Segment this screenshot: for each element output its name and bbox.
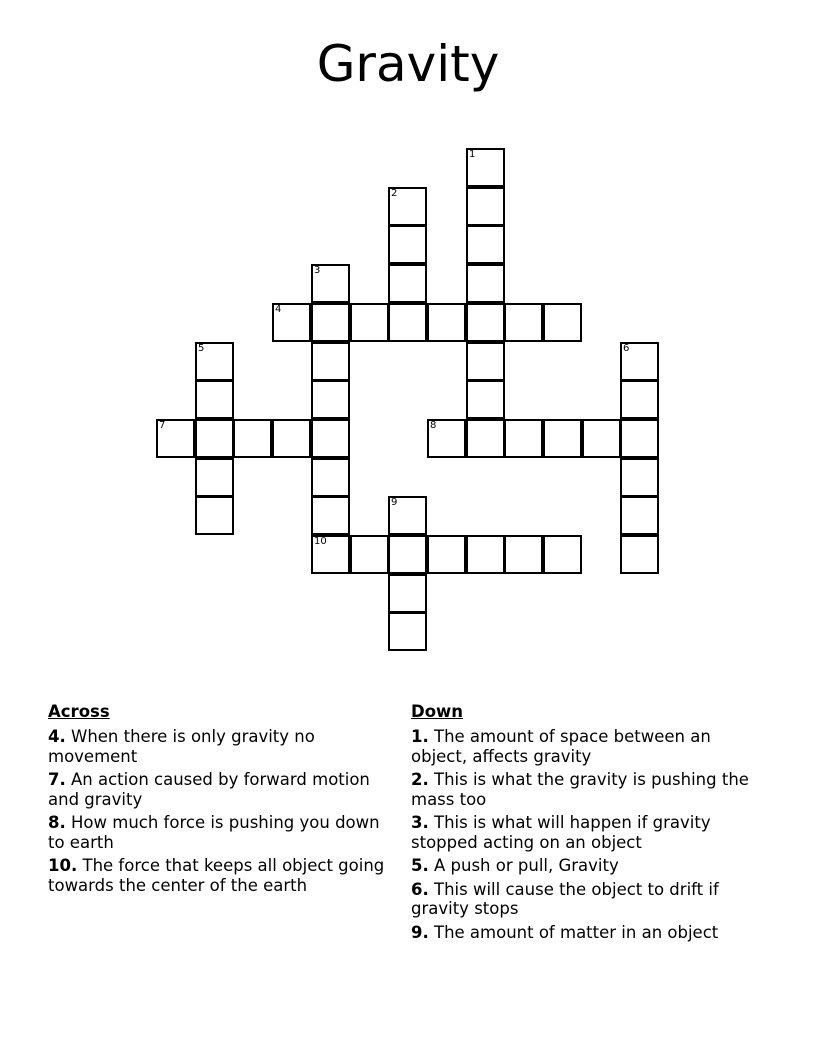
- clue-text: How much force is pushing you down to earth: [48, 813, 380, 852]
- grid-cell[interactable]: [466, 419, 505, 458]
- grid-cell[interactable]: [504, 303, 543, 342]
- puzzle-title: Gravity: [316, 35, 500, 93]
- grid-cell[interactable]: [427, 535, 466, 574]
- grid-cell[interactable]: [156, 419, 195, 458]
- down-clues: [411, 702, 756, 946]
- grid-cell[interactable]: [311, 496, 350, 535]
- clue-number: 4.: [48, 727, 66, 746]
- grid-cell[interactable]: [466, 264, 505, 303]
- cell-number: 8: [430, 420, 437, 431]
- grid-cell[interactable]: [388, 612, 427, 651]
- clue-across-10: [48, 856, 393, 895]
- grid-cell[interactable]: [620, 419, 659, 458]
- grid-cell[interactable]: [388, 496, 427, 535]
- across-clues: [48, 702, 393, 899]
- grid-cell[interactable]: [620, 380, 659, 419]
- grid-cell[interactable]: [543, 419, 582, 458]
- clue-number: 2.: [411, 770, 429, 789]
- grid-cell[interactable]: [466, 342, 505, 381]
- cell-number: 7: [159, 420, 166, 431]
- grid-cell[interactable]: [543, 535, 582, 574]
- clue-down-1: [411, 727, 756, 766]
- grid-cell[interactable]: [504, 419, 543, 458]
- across-heading: Across: [48, 702, 110, 721]
- cell-number: 9: [391, 497, 398, 508]
- grid-cell[interactable]: [504, 535, 543, 574]
- clue-number: 9.: [411, 922, 429, 942]
- clue-number: 3.: [411, 813, 429, 832]
- clue-text: This is what the gravity is pushing the mass too: [411, 770, 749, 809]
- grid-cell[interactable]: [195, 458, 234, 497]
- clue-number: 5.: [411, 856, 429, 875]
- grid-cell[interactable]: [543, 303, 582, 342]
- clue-across-7: [48, 770, 393, 809]
- cell-number: 6: [623, 343, 630, 354]
- clue-text: A push or pull, Gravity: [434, 856, 619, 875]
- clue-number: 10.: [48, 856, 78, 875]
- grid-cell[interactable]: [388, 303, 427, 342]
- clue-down-6: [411, 880, 756, 919]
- grid-cell[interactable]: [620, 342, 659, 381]
- grid-cell[interactable]: [350, 535, 389, 574]
- grid-cell[interactable]: [195, 342, 234, 381]
- cell-number: 2: [391, 188, 398, 199]
- grid-cell[interactable]: [466, 303, 505, 342]
- grid-cell[interactable]: [311, 535, 350, 574]
- grid-cell[interactable]: [466, 187, 505, 226]
- clue-across-8: [48, 813, 393, 852]
- grid-cell[interactable]: [195, 419, 234, 458]
- grid-cell[interactable]: [620, 458, 659, 497]
- grid-cell[interactable]: [388, 535, 427, 574]
- grid-cell[interactable]: [195, 496, 234, 535]
- clue-text: When there is only gravity no movement: [48, 727, 315, 766]
- grid-cell[interactable]: [272, 303, 311, 342]
- grid-cell[interactable]: [311, 264, 350, 303]
- grid-cell[interactable]: [311, 458, 350, 497]
- clue-number: 6.: [411, 879, 429, 899]
- clue-across-4: [48, 727, 393, 766]
- cell-number: 1: [469, 149, 476, 160]
- grid-cell[interactable]: [620, 535, 659, 574]
- grid-cell[interactable]: [620, 496, 659, 535]
- grid-cell[interactable]: [427, 419, 466, 458]
- grid-cell[interactable]: [466, 380, 505, 419]
- grid-cell[interactable]: [388, 574, 427, 613]
- cell-number: 5: [198, 343, 205, 354]
- grid-cell[interactable]: [582, 419, 621, 458]
- grid-cell[interactable]: [388, 264, 427, 303]
- clue-down-2: [411, 770, 756, 809]
- cell-number: 4: [275, 304, 282, 315]
- clue-number: 1.: [411, 727, 429, 746]
- cell-number: 3: [314, 265, 321, 276]
- clue-text: The amount of matter in an object: [434, 922, 719, 942]
- clue-number: 8.: [48, 813, 66, 832]
- grid-cell[interactable]: [311, 419, 350, 458]
- clue-down-9: [411, 923, 756, 943]
- grid-cell[interactable]: [233, 419, 272, 458]
- clue-text: The force that keeps all object going towards the center of the earth: [48, 856, 385, 895]
- grid-cell[interactable]: [388, 225, 427, 264]
- grid-cell[interactable]: [388, 187, 427, 226]
- grid-cell[interactable]: [350, 303, 389, 342]
- grid-cell[interactable]: [195, 380, 234, 419]
- grid-cell[interactable]: [466, 225, 505, 264]
- grid-cell[interactable]: [466, 148, 505, 187]
- clue-text: The amount of space between an object, affects gravity: [411, 727, 711, 766]
- clue-text: An action caused by forward motion and gravity: [48, 770, 370, 809]
- grid-cell[interactable]: [311, 380, 350, 419]
- cell-number: 10: [314, 536, 327, 547]
- clue-text: This will cause the object to drift if gravity stops: [411, 879, 719, 918]
- grid-cell[interactable]: [272, 419, 311, 458]
- clue-text: This is what will happen if gravity stopped acting on an object: [411, 813, 711, 852]
- down-heading: Down: [411, 702, 464, 721]
- grid-cell[interactable]: [466, 535, 505, 574]
- grid-cell[interactable]: [311, 342, 350, 381]
- clue-down-5: [411, 856, 756, 876]
- grid-cell[interactable]: [311, 303, 350, 342]
- grid-cell[interactable]: [427, 303, 466, 342]
- clue-down-3: [411, 813, 756, 852]
- clue-number: 7.: [48, 770, 66, 789]
